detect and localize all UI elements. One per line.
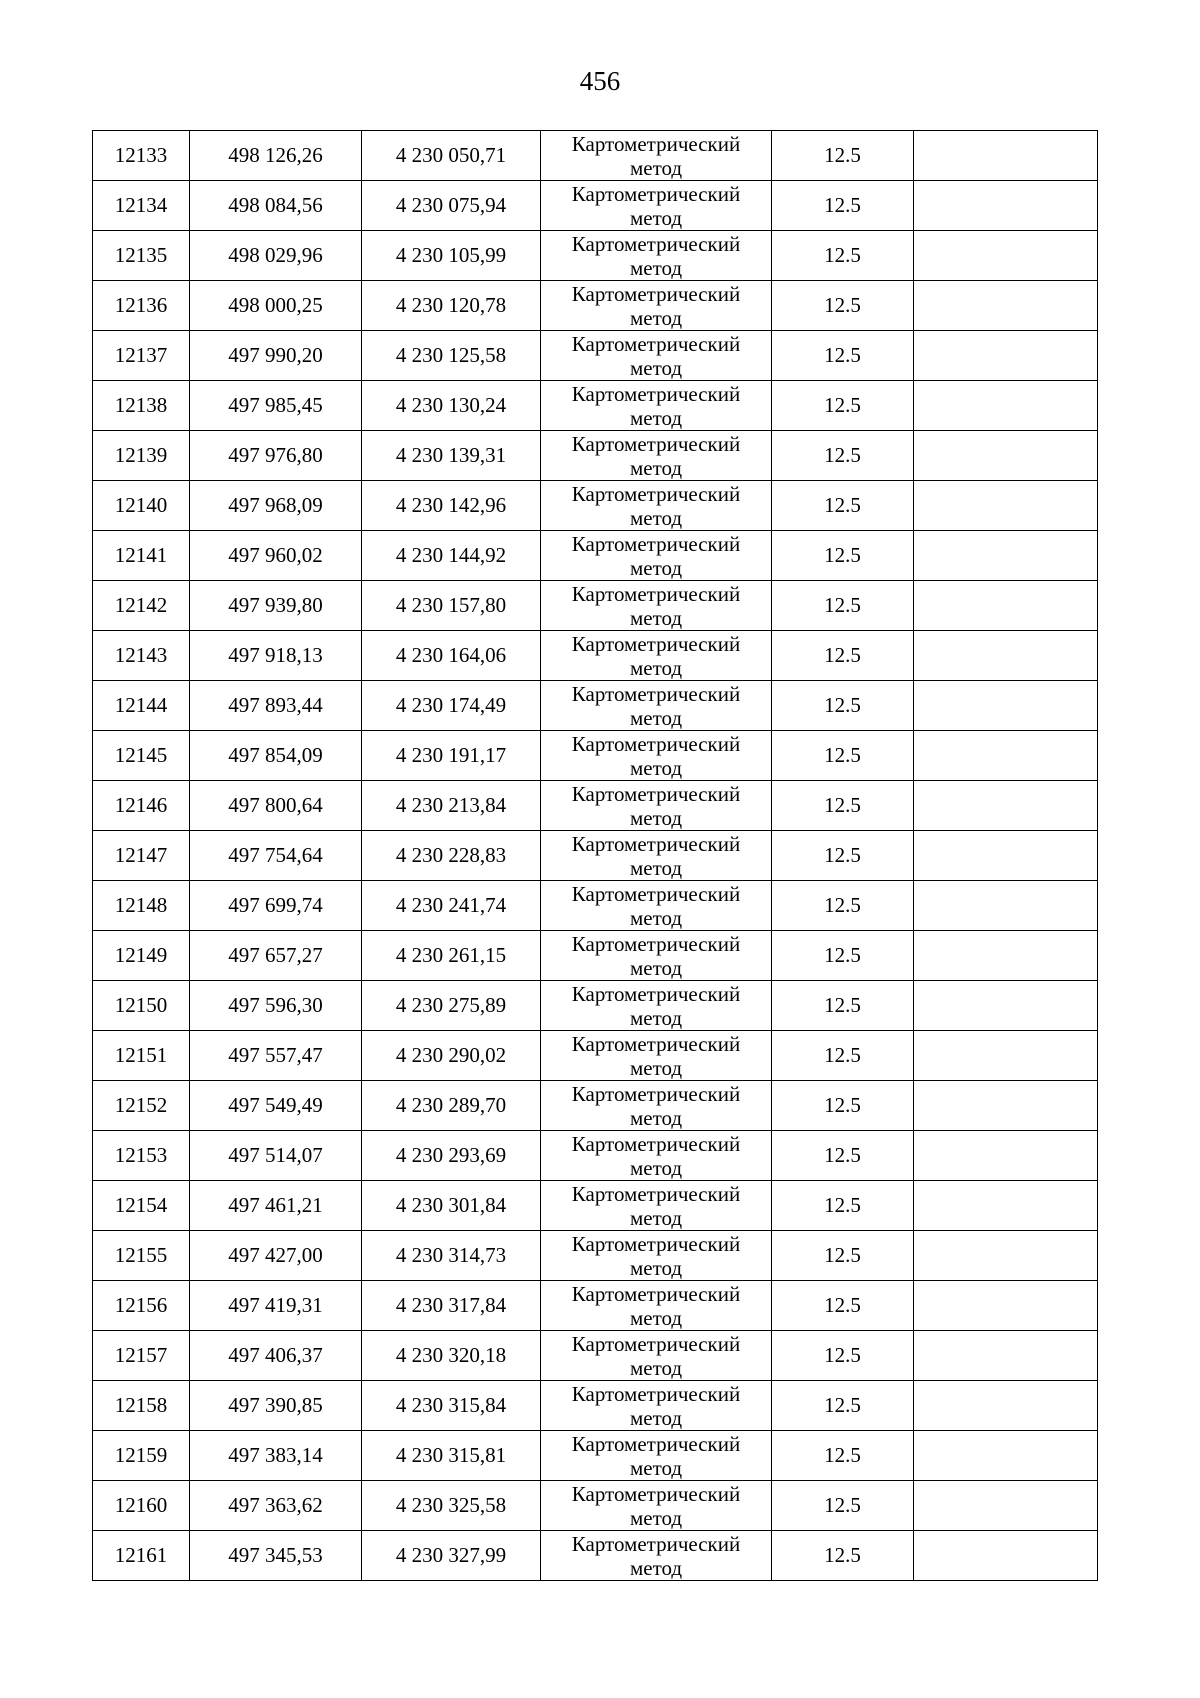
- accuracy-cell: 12.5: [772, 1531, 914, 1581]
- note-cell: [914, 1081, 1098, 1131]
- point-number-cell: 12159: [93, 1431, 190, 1481]
- method-cell: [541, 531, 772, 581]
- table-row: [93, 181, 1098, 231]
- method-cell: [541, 1331, 772, 1381]
- table-row: [93, 781, 1098, 831]
- x-coordinate-cell: 498 084,56: [190, 181, 362, 231]
- x-coordinate-cell: 497 985,45: [190, 381, 362, 431]
- table-row: [93, 1331, 1098, 1381]
- accuracy-cell: 12.5: [772, 681, 914, 731]
- point-number-cell: 12146: [93, 781, 190, 831]
- table-row: [93, 1381, 1098, 1431]
- x-coordinate-cell: 497 549,49: [190, 1081, 362, 1131]
- table-row: [93, 1281, 1098, 1331]
- point-number-cell: 12152: [93, 1081, 190, 1131]
- table-row: [93, 431, 1098, 481]
- method-text-line1: Картометрический: [571, 1281, 741, 1306]
- note-cell: [914, 1381, 1098, 1431]
- method-text-line2: метод: [629, 1055, 683, 1080]
- method-text-line2: метод: [629, 205, 683, 230]
- accuracy-cell: 12.5: [772, 831, 914, 881]
- table-body: [93, 131, 1098, 1581]
- x-coordinate-cell: 497 976,80: [190, 431, 362, 481]
- note-cell: [914, 1531, 1098, 1581]
- point-number-cell: 12150: [93, 981, 190, 1031]
- method-text-line2: метод: [629, 305, 683, 330]
- y-coordinate-cell: 4 230 105,99: [362, 231, 541, 281]
- point-number-cell: 12147: [93, 831, 190, 881]
- method-cell: [541, 1031, 772, 1081]
- method-text-line1: Картометрический: [571, 331, 741, 356]
- accuracy-cell: 12.5: [772, 1081, 914, 1131]
- method-text-line1: Картометрический: [571, 131, 741, 156]
- table-row: [93, 1131, 1098, 1181]
- method-text-line1: Картометрический: [571, 581, 741, 606]
- point-number-cell: 12149: [93, 931, 190, 981]
- y-coordinate-cell: 4 230 120,78: [362, 281, 541, 331]
- note-cell: [914, 231, 1098, 281]
- table-row: [93, 831, 1098, 881]
- table-row: [93, 631, 1098, 681]
- point-number-cell: 12151: [93, 1031, 190, 1081]
- y-coordinate-cell: 4 230 228,83: [362, 831, 541, 881]
- table-row: [93, 1231, 1098, 1281]
- y-coordinate-cell: 4 230 139,31: [362, 431, 541, 481]
- note-cell: [914, 181, 1098, 231]
- method-text-line1: Картометрический: [571, 831, 741, 856]
- point-number-cell: 12136: [93, 281, 190, 331]
- note-cell: [914, 1181, 1098, 1231]
- accuracy-cell: 12.5: [772, 1181, 914, 1231]
- method-cell: [541, 1081, 772, 1131]
- method-cell: [541, 1131, 772, 1181]
- method-text-line1: Картометрический: [571, 1481, 741, 1506]
- x-coordinate-cell: 497 960,02: [190, 531, 362, 581]
- point-number-cell: 12144: [93, 681, 190, 731]
- x-coordinate-cell: 497 363,62: [190, 1481, 362, 1531]
- method-cell: [541, 631, 772, 681]
- note-cell: [914, 481, 1098, 531]
- method-text-line1: Картометрический: [571, 681, 741, 706]
- page-number: 456: [579, 66, 621, 96]
- method-text-line2: метод: [629, 1255, 683, 1280]
- method-text-line2: метод: [629, 805, 683, 830]
- method-text-line1: Картометрический: [571, 981, 741, 1006]
- table-row: [93, 581, 1098, 631]
- method-text-line1: Картометрический: [571, 481, 741, 506]
- y-coordinate-cell: 4 230 325,58: [362, 1481, 541, 1531]
- method-cell: [541, 731, 772, 781]
- y-coordinate-cell: 4 230 075,94: [362, 181, 541, 231]
- x-coordinate-cell: 497 406,37: [190, 1331, 362, 1381]
- x-coordinate-cell: 497 918,13: [190, 631, 362, 681]
- method-cell: [541, 331, 772, 381]
- note-cell: [914, 631, 1098, 681]
- accuracy-cell: 12.5: [772, 331, 914, 381]
- x-coordinate-cell: 497 596,30: [190, 981, 362, 1031]
- y-coordinate-cell: 4 230 241,74: [362, 881, 541, 931]
- method-cell: [541, 781, 772, 831]
- method-cell: [541, 131, 772, 181]
- method-text-line2: метод: [629, 1205, 683, 1230]
- table-row: [93, 1431, 1098, 1481]
- note-cell: [914, 931, 1098, 981]
- point-number-cell: 12155: [93, 1231, 190, 1281]
- note-cell: [914, 881, 1098, 931]
- method-text-line2: метод: [629, 1405, 683, 1430]
- y-coordinate-cell: 4 230 315,81: [362, 1431, 541, 1481]
- method-text-line1: Картометрический: [571, 1231, 741, 1256]
- accuracy-cell: 12.5: [772, 1131, 914, 1181]
- method-text-line2: метод: [629, 705, 683, 730]
- note-cell: [914, 331, 1098, 381]
- x-coordinate-cell: 497 699,74: [190, 881, 362, 931]
- method-text-line2: метод: [629, 755, 683, 780]
- x-coordinate-cell: 497 800,64: [190, 781, 362, 831]
- accuracy-cell: 12.5: [772, 981, 914, 1031]
- y-coordinate-cell: 4 230 125,58: [362, 331, 541, 381]
- method-cell: [541, 281, 772, 331]
- table-row: [93, 881, 1098, 931]
- method-text-line1: Картометрический: [571, 1531, 741, 1556]
- method-text-line1: Картометрический: [571, 1331, 741, 1356]
- method-cell: [541, 881, 772, 931]
- y-coordinate-cell: 4 230 213,84: [362, 781, 541, 831]
- method-text-line2: метод: [629, 1505, 683, 1530]
- note-cell: [914, 1031, 1098, 1081]
- y-coordinate-cell: 4 230 144,92: [362, 531, 541, 581]
- y-coordinate-cell: 4 230 327,99: [362, 1531, 541, 1581]
- x-coordinate-cell: 497 345,53: [190, 1531, 362, 1581]
- method-text-line1: Картометрический: [571, 181, 741, 206]
- y-coordinate-cell: 4 230 050,71: [362, 131, 541, 181]
- y-coordinate-cell: 4 230 293,69: [362, 1131, 541, 1181]
- y-coordinate-cell: 4 230 290,02: [362, 1031, 541, 1081]
- point-number-cell: 12135: [93, 231, 190, 281]
- y-coordinate-cell: 4 230 301,84: [362, 1181, 541, 1231]
- accuracy-cell: 12.5: [772, 181, 914, 231]
- accuracy-cell: 12.5: [772, 481, 914, 531]
- method-text-line1: Картометрический: [571, 231, 741, 256]
- point-number-cell: 12137: [93, 331, 190, 381]
- y-coordinate-cell: 4 230 191,17: [362, 731, 541, 781]
- point-number-cell: 12139: [93, 431, 190, 481]
- note-cell: [914, 781, 1098, 831]
- method-text-line1: Картометрический: [571, 531, 741, 556]
- method-text-line1: Картометрический: [571, 1081, 741, 1106]
- note-cell: [914, 731, 1098, 781]
- method-text-line2: метод: [629, 1455, 683, 1480]
- method-text-line2: метод: [629, 455, 683, 480]
- method-text-line2: метод: [629, 405, 683, 430]
- x-coordinate-cell: 497 893,44: [190, 681, 362, 731]
- note-cell: [914, 831, 1098, 881]
- point-number-cell: 12161: [93, 1531, 190, 1581]
- x-coordinate-cell: 497 990,20: [190, 331, 362, 381]
- method-text-line1: Картометрический: [571, 731, 741, 756]
- table-row: [93, 731, 1098, 781]
- method-cell: [541, 181, 772, 231]
- table-row: [93, 231, 1098, 281]
- note-cell: [914, 1231, 1098, 1281]
- method-cell: [541, 481, 772, 531]
- method-text-line1: Картометрический: [571, 931, 741, 956]
- note-cell: [914, 1431, 1098, 1481]
- method-cell: [541, 231, 772, 281]
- y-coordinate-cell: 4 230 261,15: [362, 931, 541, 981]
- y-coordinate-cell: 4 230 174,49: [362, 681, 541, 731]
- method-cell: [541, 1531, 772, 1581]
- method-cell: [541, 431, 772, 481]
- method-cell: [541, 1431, 772, 1481]
- note-cell: [914, 1131, 1098, 1181]
- accuracy-cell: 12.5: [772, 781, 914, 831]
- method-cell: [541, 581, 772, 631]
- method-text-line2: метод: [629, 1155, 683, 1180]
- note-cell: [914, 581, 1098, 631]
- method-text-line1: Картометрический: [571, 1031, 741, 1056]
- y-coordinate-cell: 4 230 164,06: [362, 631, 541, 681]
- point-number-cell: 12141: [93, 531, 190, 581]
- point-number-cell: 12140: [93, 481, 190, 531]
- method-cell: [541, 1281, 772, 1331]
- point-number-cell: 12154: [93, 1181, 190, 1231]
- method-text-line2: метод: [629, 155, 683, 180]
- method-cell: [541, 681, 772, 731]
- method-text-line1: Картометрический: [571, 381, 741, 406]
- point-number-cell: 12158: [93, 1381, 190, 1431]
- method-text-line2: метод: [629, 555, 683, 580]
- accuracy-cell: 12.5: [772, 531, 914, 581]
- coordinates-table: [92, 130, 1098, 1581]
- table-row: [93, 331, 1098, 381]
- note-cell: [914, 981, 1098, 1031]
- point-number-cell: 12145: [93, 731, 190, 781]
- method-text-line1: Картометрический: [571, 431, 741, 456]
- table-row: [93, 531, 1098, 581]
- table-row: [93, 681, 1098, 731]
- method-text-line2: метод: [629, 1355, 683, 1380]
- method-text-line1: Картометрический: [571, 631, 741, 656]
- method-cell: [541, 1181, 772, 1231]
- accuracy-cell: 12.5: [772, 1381, 914, 1431]
- method-text-line2: метод: [629, 605, 683, 630]
- x-coordinate-cell: 497 383,14: [190, 1431, 362, 1481]
- method-text-line2: метод: [629, 255, 683, 280]
- method-cell: [541, 1231, 772, 1281]
- note-cell: [914, 381, 1098, 431]
- method-text-line1: Картометрический: [571, 1381, 741, 1406]
- y-coordinate-cell: 4 230 157,80: [362, 581, 541, 631]
- table-row: [93, 131, 1098, 181]
- table-row: [93, 1031, 1098, 1081]
- accuracy-cell: 12.5: [772, 1431, 914, 1481]
- accuracy-cell: 12.5: [772, 131, 914, 181]
- accuracy-cell: 12.5: [772, 1031, 914, 1081]
- accuracy-cell: 12.5: [772, 731, 914, 781]
- y-coordinate-cell: 4 230 142,96: [362, 481, 541, 531]
- y-coordinate-cell: 4 230 315,84: [362, 1381, 541, 1431]
- x-coordinate-cell: 497 557,47: [190, 1031, 362, 1081]
- accuracy-cell: 12.5: [772, 881, 914, 931]
- accuracy-cell: 12.5: [772, 1231, 914, 1281]
- accuracy-cell: 12.5: [772, 1281, 914, 1331]
- table-row: [93, 981, 1098, 1031]
- method-text-line2: метод: [629, 905, 683, 930]
- method-text-line2: метод: [629, 855, 683, 880]
- method-text-line1: Картометрический: [571, 281, 741, 306]
- note-cell: [914, 281, 1098, 331]
- table-row: [93, 1531, 1098, 1581]
- point-number-cell: 12148: [93, 881, 190, 931]
- point-number-cell: 12134: [93, 181, 190, 231]
- method-text-line1: Картометрический: [571, 881, 741, 906]
- table-row: [93, 1181, 1098, 1231]
- note-cell: [914, 1481, 1098, 1531]
- method-text-line2: метод: [629, 955, 683, 980]
- method-text-line2: метод: [629, 355, 683, 380]
- y-coordinate-cell: 4 230 275,89: [362, 981, 541, 1031]
- point-number-cell: 12143: [93, 631, 190, 681]
- accuracy-cell: 12.5: [772, 281, 914, 331]
- accuracy-cell: 12.5: [772, 431, 914, 481]
- accuracy-cell: 12.5: [772, 381, 914, 431]
- method-cell: [541, 1381, 772, 1431]
- accuracy-cell: 12.5: [772, 1331, 914, 1381]
- method-cell: [541, 381, 772, 431]
- method-text-line1: Картометрический: [571, 1181, 741, 1206]
- point-number-cell: 12142: [93, 581, 190, 631]
- method-text-line1: Картометрический: [571, 1131, 741, 1156]
- y-coordinate-cell: 4 230 130,24: [362, 381, 541, 431]
- method-text-line2: метод: [629, 1005, 683, 1030]
- point-number-cell: 12160: [93, 1481, 190, 1531]
- accuracy-cell: 12.5: [772, 231, 914, 281]
- table-row: [93, 381, 1098, 431]
- method-cell: [541, 1481, 772, 1531]
- note-cell: [914, 681, 1098, 731]
- y-coordinate-cell: 4 230 317,84: [362, 1281, 541, 1331]
- x-coordinate-cell: 497 461,21: [190, 1181, 362, 1231]
- table-row: [93, 481, 1098, 531]
- table-row: [93, 1481, 1098, 1531]
- note-cell: [914, 431, 1098, 481]
- method-cell: [541, 981, 772, 1031]
- y-coordinate-cell: 4 230 289,70: [362, 1081, 541, 1131]
- method-text-line2: метод: [629, 655, 683, 680]
- y-coordinate-cell: 4 230 320,18: [362, 1331, 541, 1381]
- point-number-cell: 12153: [93, 1131, 190, 1181]
- accuracy-cell: 12.5: [772, 581, 914, 631]
- table-row: [93, 931, 1098, 981]
- note-cell: [914, 1281, 1098, 1331]
- note-cell: [914, 1331, 1098, 1381]
- x-coordinate-cell: 498 029,96: [190, 231, 362, 281]
- method-cell: [541, 931, 772, 981]
- point-number-cell: 12157: [93, 1331, 190, 1381]
- method-text-line2: метод: [629, 1105, 683, 1130]
- method-text-line1: Картометрический: [571, 1431, 741, 1456]
- x-coordinate-cell: 498 126,26: [190, 131, 362, 181]
- x-coordinate-cell: 497 939,80: [190, 581, 362, 631]
- x-coordinate-cell: 497 657,27: [190, 931, 362, 981]
- x-coordinate-cell: 497 514,07: [190, 1131, 362, 1181]
- method-text-line1: Картометрический: [571, 781, 741, 806]
- table-row: [93, 1081, 1098, 1131]
- point-number-cell: 12156: [93, 1281, 190, 1331]
- point-number-cell: 12138: [93, 381, 190, 431]
- x-coordinate-cell: 497 968,09: [190, 481, 362, 531]
- method-cell: [541, 831, 772, 881]
- x-coordinate-cell: 497 427,00: [190, 1231, 362, 1281]
- method-text-line2: метод: [629, 505, 683, 530]
- x-coordinate-cell: 498 000,25: [190, 281, 362, 331]
- x-coordinate-cell: 497 754,64: [190, 831, 362, 881]
- x-coordinate-cell: 497 390,85: [190, 1381, 362, 1431]
- table-row: [93, 281, 1098, 331]
- y-coordinate-cell: 4 230 314,73: [362, 1231, 541, 1281]
- accuracy-cell: 12.5: [772, 631, 914, 681]
- point-number-cell: 12133: [93, 131, 190, 181]
- x-coordinate-cell: 497 854,09: [190, 731, 362, 781]
- note-cell: [914, 131, 1098, 181]
- accuracy-cell: 12.5: [772, 931, 914, 981]
- x-coordinate-cell: 497 419,31: [190, 1281, 362, 1331]
- note-cell: [914, 531, 1098, 581]
- method-text-line2: метод: [629, 1305, 683, 1330]
- accuracy-cell: 12.5: [772, 1481, 914, 1531]
- method-text-line2: метод: [629, 1555, 683, 1580]
